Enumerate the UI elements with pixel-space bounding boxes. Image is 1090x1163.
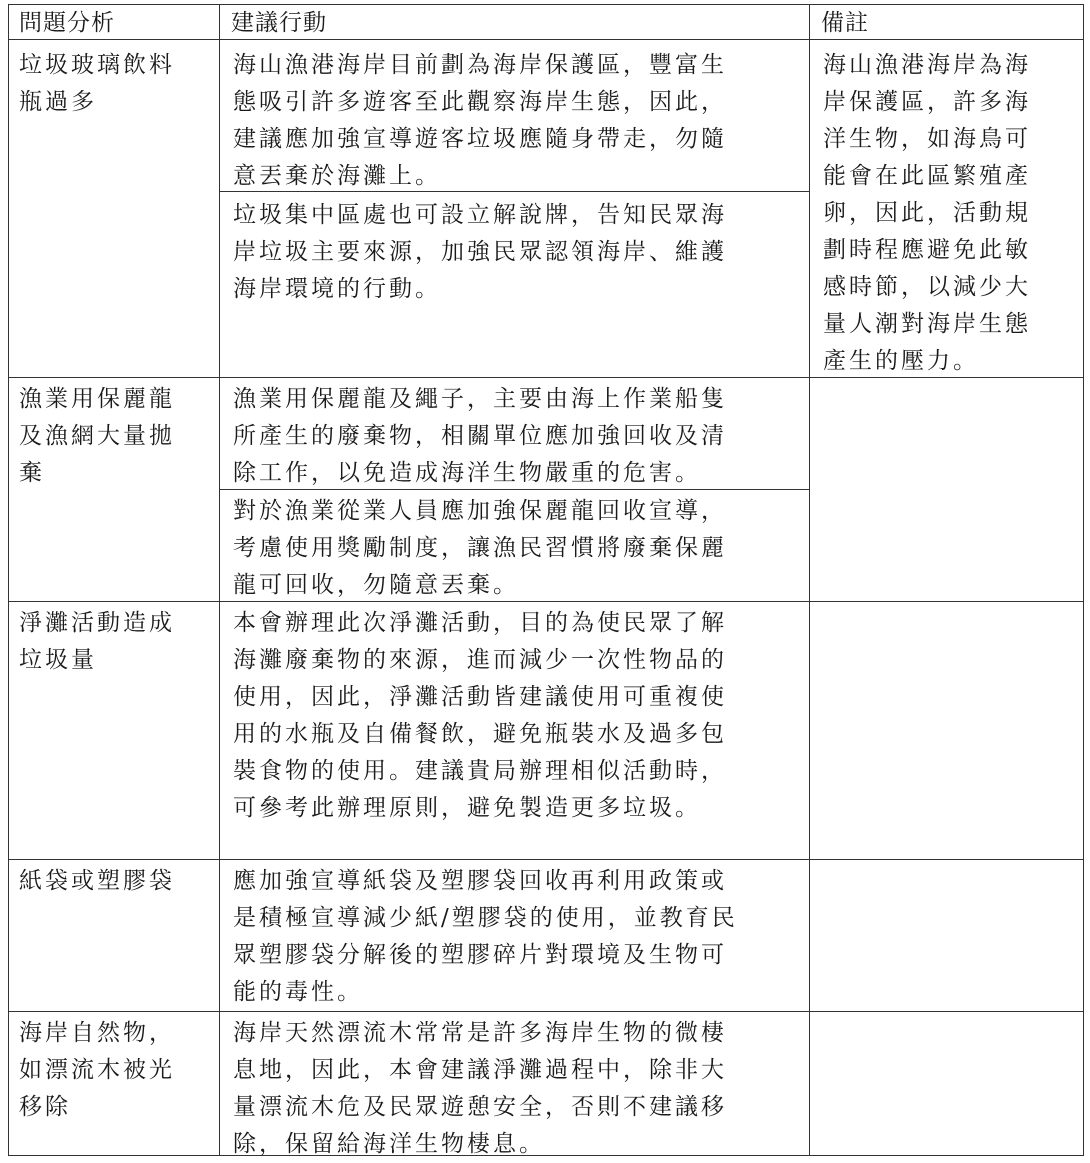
action-cell: 海岸天然漂流木常常是許多海岸生物的微棲 息地，因此，本會建議淨灘過程中，除非大 量漂流木危及民眾遊憩安全，否則不建議移 除，保留給海洋生物棲息。 — [233, 1020, 727, 1157]
header-action: 建議行動 — [231, 10, 327, 36]
action-cell: 對於漁業從業人員應加強保麗龍回收宣導， 考慮使用獎勵制度，讓漁民習慣將廢棄保麗 龍可回收，勿隨意丟棄。 — [233, 498, 727, 598]
action-cell: 應加強宣導紙袋及塑膠袋回收再利用政策或 是積極宣導減少紙/塑膠袋的使用，並教育民 眾塑膠袋分解後的塑膠碎片對環境及生物可 能的毒性。 — [233, 868, 738, 1005]
action-cell: 垃圾集中區處也可設立解說牌，告知民眾海 岸垃圾主要來源，加強民眾認領海岸、維護 海岸環境的行動。 — [233, 202, 727, 302]
row-divider — [9, 39, 1083, 40]
issue-cell: 淨灘活動造成 垃圾量 — [19, 610, 175, 673]
issue-cell: 漁業用保麗龍 及漁網大量拋 棄 — [19, 386, 175, 486]
note-cell: 海山漁港海岸為海 岸保護區，許多海 洋生物，如海鳥可 能會在此區繁殖產 卵，因此，活動規 劃時程應避免此敏 感時節，以減少大 量人潮對海岸生態 產生的壓力。 — [823, 52, 1031, 374]
action-cell: 漁業用保麗龍及繩子，主要由海上作業船隻 所產生的廢棄物，相關單位應加強回收及清 除工作，以免造成海洋生物嚴重的危害。 — [233, 386, 727, 486]
issue-cell: 垃圾玻璃飲料 瓶過多 — [19, 52, 175, 115]
header-issue: 問題分析 — [19, 10, 115, 36]
row-divider — [9, 1011, 1083, 1012]
column-divider — [809, 5, 810, 1155]
row-divider — [9, 859, 1083, 860]
issue-cell: 海岸自然物， 如漂流木被光 移除 — [19, 1020, 175, 1120]
header-note: 備註 — [821, 10, 869, 36]
issue-cell: 紙袋或塑膠袋 — [19, 868, 175, 894]
action-cell: 海山漁港海岸目前劃為海岸保護區，豐富生 態吸引許多遊客至此觀察海岸生態，因此， 建議應加強宣導遊客垃圾應隨身帶走，勿隨 意丟棄於海灘上。 — [233, 52, 727, 189]
suggestion-table — [8, 4, 1084, 1156]
action-cell: 本會辦理此次淨灘活動，目的為使民眾了解 海灘廢棄物的來源，進而減少一次性物品的 使用，因此，淨灘活動皆建議使用可重複使 用的水瓶及自備餐飲，避免瓶裝水及過多包 裝食物的使用。建議貴局辦理相似活動時， 可參考此辦理原則，避免製造更多垃圾。 — [233, 610, 727, 821]
column-divider — [219, 5, 220, 1155]
